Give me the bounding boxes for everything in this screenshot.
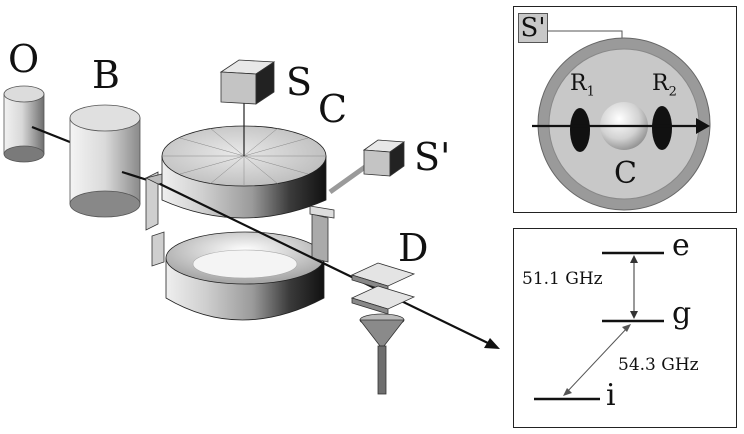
transition-eg-arrow [630, 255, 638, 319]
inset-label-s-prime: S' [518, 13, 548, 43]
label-detector-d: D [398, 226, 429, 270]
detector-funnel [360, 314, 404, 394]
lower-mirror [166, 232, 324, 320]
inset-label-cavity-c: C [614, 156, 637, 191]
label-box-b: B [92, 53, 120, 97]
source-s-cube [221, 60, 274, 104]
label-level-g: g [672, 296, 692, 331]
zone-r2 [652, 106, 672, 150]
label-source-s-prime: S' [414, 135, 451, 179]
inset-label-r2: $R_2$ [652, 71, 677, 100]
selector-cylinder-b [70, 105, 140, 217]
source-s-prime-cube [364, 140, 404, 176]
label-source-s: S [286, 60, 313, 104]
inset-levels-panel [513, 228, 737, 428]
label-transition-eg: 51.1 GHz [522, 269, 603, 289]
label-transition-gi: 54.3 GHz [618, 355, 699, 375]
zone-r1 [570, 108, 590, 152]
inset-label-r1: $R_1$ [570, 71, 595, 100]
detector-plates [352, 263, 414, 314]
inset-cavity-panel [513, 6, 737, 213]
label-level-e: e [672, 228, 690, 263]
label-cavity-c: C [318, 87, 348, 131]
oven-cylinder [4, 86, 44, 162]
label-oven: O [8, 37, 40, 81]
energy-level-diagram [514, 229, 738, 429]
label-level-i: i [606, 378, 616, 413]
